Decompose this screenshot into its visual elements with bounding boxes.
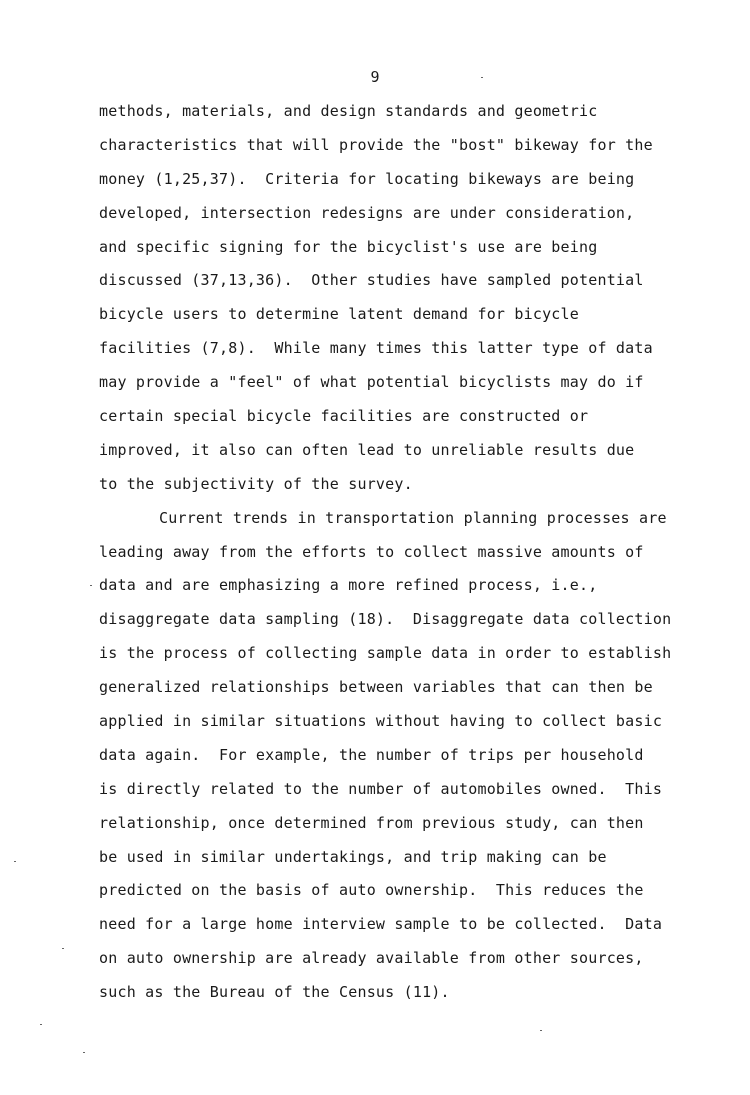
scan-speck [14,861,16,862]
text-line: bicycle users to determine latent demand for bicycle [99,305,579,324]
text-line: to the subjectivity of the survey. [99,474,413,493]
text-line: facilities (7,8). While many times this latter type of data [99,339,653,358]
text-line: data again. For example, the number of trips per household [99,745,644,764]
text-line: generalized relationships between variables that can then be [99,678,653,697]
text-line-indented: Current trends in transportation planning processes are [159,508,667,527]
text-line: need for a large home interview sample to be collected. Data [99,915,663,934]
scan-speck [540,1030,542,1031]
text-line: applied in similar situations without having to collect basic [99,712,663,731]
text-line: is directly related to the number of automobiles owned. This [99,779,663,798]
text-line: and specific signing for the bicyclist's use are being [99,237,598,256]
text-line: predicted on the basis of auto ownership. This reduces the [99,881,644,900]
text-line: leading away from the efforts to collect massive amounts of [99,542,644,561]
text-line: developed, intersection redesigns are under consideration, [99,203,635,222]
body-text [99,100,739,1015]
text-line: such as the Bureau of the Census (11). [99,983,450,1002]
text-line: characteristics that will provide the "bost" bikeway for the [99,135,653,154]
text-line: may provide a "feel" of what potential bicyclists may do if [99,373,644,392]
text-line: disaggregate data sampling (18). Disaggregate data collection [99,610,672,629]
scan-speck [90,585,92,586]
text-line: money (1,25,37). Criteria for locating bikeways are being [99,169,635,188]
page-number: 9 [370,68,380,86]
scan-speck [481,77,483,78]
text-line: relationship, once determined from previous study, can then [99,813,644,832]
scan-speck [83,1052,85,1053]
text-line: improved, it also can often lead to unreliable results due [99,440,635,459]
text-line: discussed (37,13,36). Other studies have sampled potential [99,271,644,290]
text-line: be used in similar undertakings, and trip making can be [99,847,607,866]
scan-speck [62,948,64,949]
text-line: certain special bicycle facilities are constructed or [99,407,589,426]
scan-speck [40,1024,42,1025]
text-line: is the process of collecting sample data in order to establish [99,644,672,663]
text-line: on auto ownership are already available from other sources, [99,949,644,968]
text-line: data and are emphasizing a more refined process, i.e., [99,576,598,595]
text-line: methods, materials, and design standards and geometric [99,102,598,120]
